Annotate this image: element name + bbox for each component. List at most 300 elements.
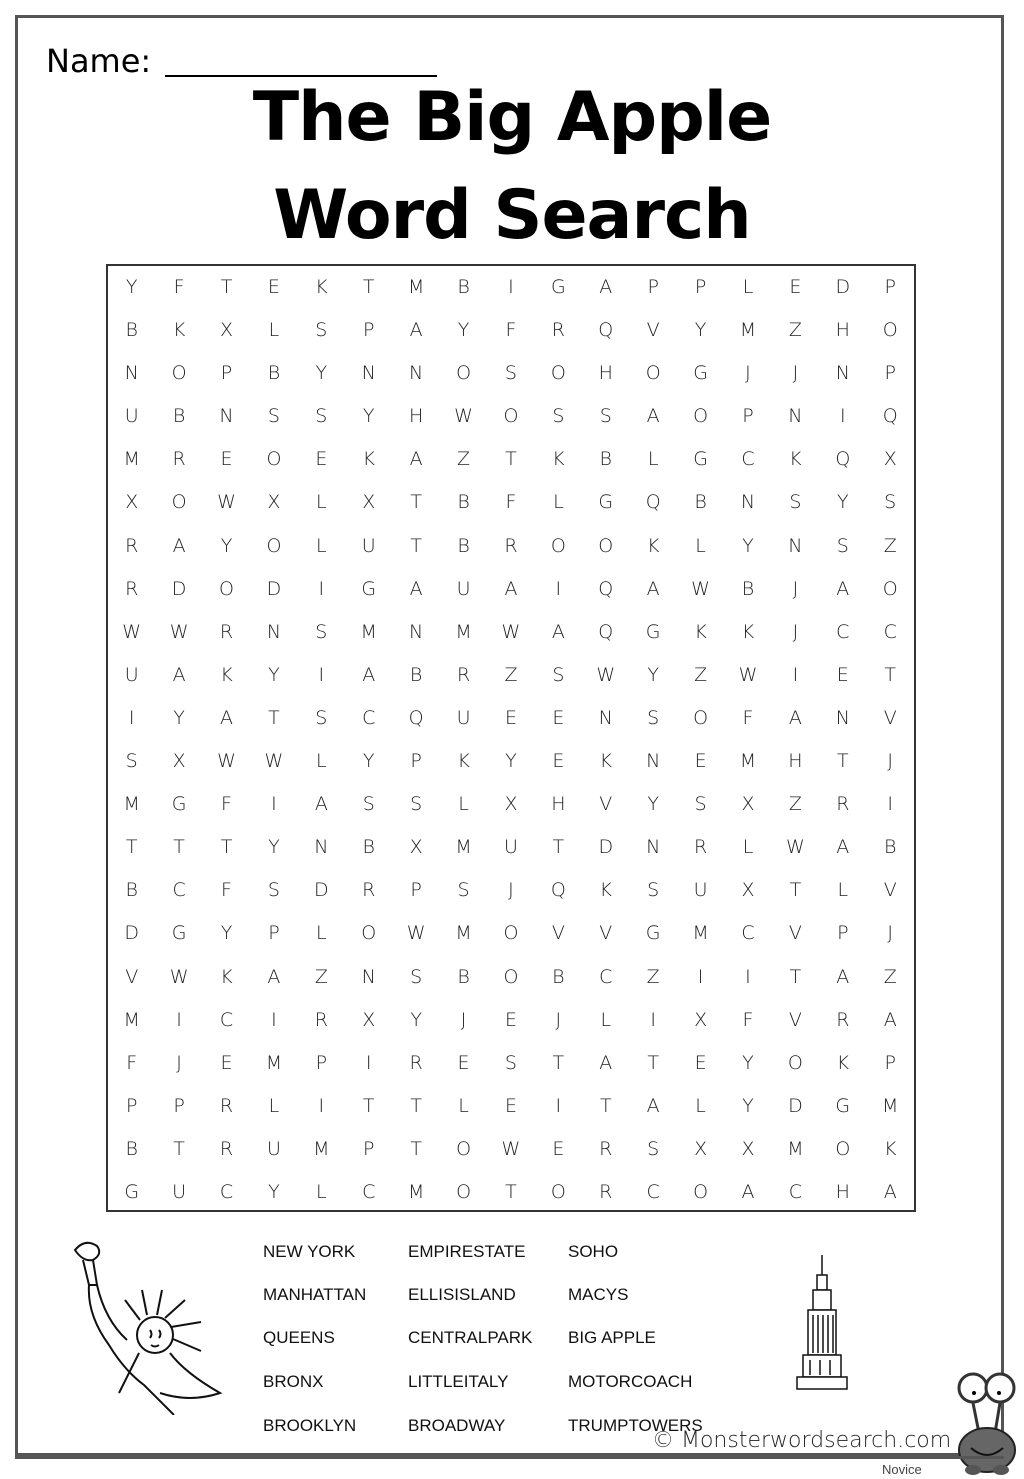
- grid-cell[interactable]: B: [125, 319, 138, 342]
- grid-cell[interactable]: X: [741, 1137, 755, 1160]
- grid-cell[interactable]: T: [552, 1051, 565, 1074]
- grid-cell[interactable]: Y: [505, 750, 517, 773]
- grid-cell[interactable]: R: [125, 534, 139, 557]
- grid-cell[interactable]: K: [694, 620, 707, 643]
- grid-cell[interactable]: Y: [220, 922, 233, 945]
- grid-cell[interactable]: Y: [220, 534, 233, 557]
- grid-cell[interactable]: Q: [598, 319, 614, 342]
- grid-cell[interactable]: L: [316, 750, 327, 773]
- grid-cell[interactable]: S: [884, 491, 897, 514]
- grid-cell[interactable]: K: [552, 448, 565, 471]
- grid-cell[interactable]: D: [171, 577, 187, 600]
- grid-cell[interactable]: E: [457, 1051, 470, 1074]
- grid-cell[interactable]: U: [456, 706, 471, 729]
- grid-cell[interactable]: R: [836, 793, 850, 816]
- grid-cell[interactable]: M: [455, 620, 472, 643]
- grid-cell[interactable]: I: [271, 1008, 277, 1031]
- grid-cell[interactable]: J: [887, 750, 893, 773]
- grid-cell[interactable]: Q: [835, 448, 851, 471]
- grid-cell[interactable]: L: [268, 319, 280, 342]
- grid-cell[interactable]: N: [788, 405, 803, 428]
- grid-cell[interactable]: V: [125, 965, 139, 988]
- grid-cell[interactable]: P: [884, 1051, 896, 1074]
- grid-cell[interactable]: K: [362, 448, 375, 471]
- grid-cell[interactable]: S: [599, 405, 612, 428]
- grid-cell[interactable]: W: [454, 405, 473, 428]
- grid-cell[interactable]: A: [836, 836, 850, 859]
- grid-cell[interactable]: S: [315, 405, 328, 428]
- grid-cell[interactable]: K: [836, 1051, 850, 1074]
- grid-cell[interactable]: R: [219, 620, 234, 643]
- grid-cell[interactable]: Y: [742, 1094, 754, 1117]
- grid-cell[interactable]: O: [598, 534, 614, 557]
- grid-cell[interactable]: L: [316, 922, 327, 945]
- grid-cell[interactable]: O: [787, 1051, 803, 1074]
- grid-cell[interactable]: M: [455, 922, 472, 945]
- grid-cell[interactable]: R: [456, 663, 471, 686]
- grid-cell[interactable]: R: [362, 879, 376, 902]
- grid-cell[interactable]: O: [550, 534, 566, 557]
- grid-cell[interactable]: T: [173, 1137, 185, 1160]
- grid-cell[interactable]: B: [409, 663, 423, 686]
- grid-cell[interactable]: R: [551, 319, 565, 342]
- grid-cell[interactable]: F: [742, 706, 754, 729]
- grid-cell[interactable]: M: [882, 1094, 899, 1117]
- grid-cell[interactable]: X: [741, 879, 755, 902]
- grid-cell[interactable]: T: [410, 534, 422, 557]
- grid-cell[interactable]: R: [125, 577, 139, 600]
- grid-cell[interactable]: L: [316, 1180, 327, 1203]
- grid-cell[interactable]: R: [409, 1051, 423, 1074]
- grid-cell[interactable]: X: [362, 1008, 376, 1031]
- grid-cell[interactable]: S: [125, 750, 138, 773]
- grid-cell[interactable]: K: [315, 276, 328, 298]
- grid-cell[interactable]: M: [123, 448, 140, 471]
- grid-cell[interactable]: G: [693, 448, 708, 471]
- grid-cell[interactable]: Q: [550, 879, 566, 902]
- grid-cell[interactable]: T: [789, 965, 802, 988]
- grid-cell[interactable]: O: [361, 922, 377, 945]
- grid-cell[interactable]: E: [552, 706, 565, 729]
- grid-cell[interactable]: V: [883, 706, 897, 729]
- grid-cell[interactable]: E: [504, 1008, 517, 1031]
- grid-cell[interactable]: J: [745, 362, 751, 385]
- grid-cell[interactable]: J: [555, 1008, 562, 1031]
- grid-cell[interactable]: T: [268, 706, 280, 729]
- grid-cell[interactable]: O: [456, 1180, 472, 1203]
- grid-cell[interactable]: H: [551, 793, 566, 816]
- grid-cell[interactable]: P: [884, 276, 896, 298]
- grid-cell[interactable]: Y: [315, 362, 328, 385]
- grid-cell[interactable]: B: [457, 276, 470, 298]
- grid-cell[interactable]: N: [124, 362, 139, 385]
- grid-cell[interactable]: O: [219, 577, 234, 600]
- grid-cell[interactable]: V: [788, 922, 802, 945]
- grid-cell[interactable]: O: [171, 362, 187, 385]
- grid-cell[interactable]: Y: [125, 276, 138, 298]
- grid-cell[interactable]: O: [882, 319, 898, 342]
- grid-cell[interactable]: A: [883, 1180, 897, 1203]
- grid-cell[interactable]: C: [219, 1180, 234, 1203]
- grid-cell[interactable]: O: [503, 922, 519, 945]
- grid-cell[interactable]: P: [268, 922, 280, 945]
- grid-cell[interactable]: E: [504, 1094, 517, 1117]
- grid-cell[interactable]: L: [742, 836, 754, 859]
- grid-cell[interactable]: B: [741, 577, 755, 600]
- grid-cell[interactable]: I: [745, 965, 751, 988]
- grid-cell[interactable]: N: [361, 965, 376, 988]
- grid-cell[interactable]: I: [839, 405, 846, 428]
- grid-cell[interactable]: S: [315, 706, 328, 729]
- grid-cell[interactable]: I: [697, 965, 704, 988]
- grid-cell[interactable]: W: [169, 965, 189, 988]
- grid-cell[interactable]: Z: [788, 793, 802, 816]
- grid-cell[interactable]: K: [172, 319, 186, 342]
- grid-cell[interactable]: T: [362, 1094, 375, 1117]
- grid-cell[interactable]: L: [316, 534, 327, 557]
- grid-cell[interactable]: D: [266, 577, 282, 600]
- grid-cell[interactable]: C: [741, 922, 755, 945]
- grid-cell[interactable]: S: [410, 793, 423, 816]
- grid-cell[interactable]: R: [504, 534, 518, 557]
- grid-cell[interactable]: X: [883, 448, 897, 471]
- grid-cell[interactable]: A: [314, 793, 328, 816]
- grid-cell[interactable]: A: [646, 405, 660, 428]
- grid-cell[interactable]: B: [457, 491, 470, 514]
- grid-cell[interactable]: E: [220, 448, 233, 471]
- grid-cell[interactable]: O: [550, 362, 566, 385]
- grid-cell[interactable]: P: [220, 362, 233, 385]
- grid-cell[interactable]: U: [693, 879, 708, 902]
- grid-cell[interactable]: U: [124, 405, 139, 428]
- grid-cell[interactable]: E: [220, 1051, 233, 1074]
- grid-cell[interactable]: J: [792, 577, 799, 600]
- grid-cell[interactable]: E: [836, 663, 849, 686]
- grid-cell[interactable]: W: [122, 620, 142, 643]
- grid-cell[interactable]: J: [887, 922, 893, 945]
- grid-cell[interactable]: S: [315, 620, 328, 643]
- grid-cell[interactable]: B: [172, 405, 186, 428]
- grid-cell[interactable]: Y: [836, 491, 849, 514]
- grid-cell[interactable]: W: [596, 663, 616, 686]
- grid-cell[interactable]: R: [219, 1094, 234, 1117]
- grid-cell[interactable]: T: [599, 1094, 612, 1117]
- grid-cell[interactable]: O: [456, 362, 472, 385]
- grid-cell[interactable]: Q: [882, 405, 898, 428]
- grid-cell[interactable]: E: [315, 448, 328, 471]
- grid-cell[interactable]: W: [217, 750, 236, 773]
- grid-cell[interactable]: B: [457, 965, 470, 988]
- grid-cell[interactable]: N: [314, 836, 329, 859]
- grid-cell[interactable]: N: [409, 620, 424, 643]
- grid-cell[interactable]: Y: [268, 663, 280, 686]
- grid-cell[interactable]: B: [125, 879, 138, 902]
- grid-cell[interactable]: S: [694, 793, 707, 816]
- grid-cell[interactable]: X: [220, 319, 234, 342]
- grid-cell[interactable]: A: [504, 577, 518, 600]
- grid-cell[interactable]: W: [217, 491, 236, 514]
- grid-cell[interactable]: T: [220, 276, 233, 298]
- grid-cell[interactable]: T: [552, 836, 565, 859]
- grid-cell[interactable]: Y: [362, 750, 375, 773]
- grid-cell[interactable]: H: [788, 750, 803, 773]
- grid-cell[interactable]: O: [456, 1137, 472, 1160]
- grid-cell[interactable]: J: [508, 879, 514, 902]
- grid-cell[interactable]: B: [599, 448, 612, 471]
- grid-cell[interactable]: U: [361, 534, 376, 557]
- grid-cell[interactable]: S: [504, 1051, 517, 1074]
- grid-cell[interactable]: I: [365, 1051, 372, 1074]
- grid-cell[interactable]: T: [789, 879, 802, 902]
- grid-cell[interactable]: G: [124, 1180, 140, 1203]
- grid-cell[interactable]: A: [409, 319, 423, 342]
- grid-cell[interactable]: Y: [173, 706, 185, 729]
- grid-cell[interactable]: R: [599, 1137, 613, 1160]
- grid-cell[interactable]: P: [410, 750, 422, 773]
- grid-cell[interactable]: X: [267, 491, 281, 514]
- grid-cell[interactable]: I: [555, 1094, 562, 1117]
- grid-cell[interactable]: W: [691, 577, 710, 600]
- grid-cell[interactable]: I: [176, 1008, 182, 1031]
- grid-cell[interactable]: A: [883, 1008, 897, 1031]
- grid-cell[interactable]: J: [460, 1008, 467, 1031]
- grid-cell[interactable]: V: [599, 922, 613, 945]
- grid-cell[interactable]: M: [123, 793, 140, 816]
- grid-cell[interactable]: F: [173, 276, 185, 298]
- grid-cell[interactable]: S: [315, 319, 328, 342]
- grid-cell[interactable]: P: [410, 879, 422, 902]
- grid-cell[interactable]: S: [647, 1137, 660, 1160]
- grid-cell[interactable]: H: [835, 1180, 850, 1203]
- grid-cell[interactable]: Y: [268, 1180, 280, 1203]
- grid-cell[interactable]: K: [220, 663, 233, 686]
- grid-cell[interactable]: I: [555, 577, 562, 600]
- grid-cell[interactable]: A: [788, 706, 802, 729]
- grid-cell[interactable]: S: [552, 405, 565, 428]
- grid-cell[interactable]: I: [508, 276, 514, 298]
- grid-cell[interactable]: M: [739, 319, 757, 342]
- grid-cell[interactable]: D: [314, 879, 329, 902]
- grid-cell[interactable]: K: [599, 750, 612, 773]
- grid-cell[interactable]: N: [266, 620, 282, 643]
- grid-cell[interactable]: O: [645, 362, 661, 385]
- grid-cell[interactable]: S: [647, 879, 660, 902]
- grid-cell[interactable]: R: [219, 1137, 234, 1160]
- grid-cell[interactable]: F: [742, 1008, 754, 1031]
- grid-cell[interactable]: L: [695, 1094, 706, 1117]
- grid-cell[interactable]: Y: [647, 793, 659, 816]
- grid-cell[interactable]: G: [171, 922, 187, 945]
- grid-cell[interactable]: M: [313, 1137, 330, 1160]
- grid-cell[interactable]: G: [693, 362, 708, 385]
- grid-cell[interactable]: S: [789, 491, 802, 514]
- grid-cell[interactable]: L: [647, 448, 659, 471]
- grid-cell[interactable]: Z: [883, 965, 897, 988]
- grid-cell[interactable]: C: [788, 1180, 803, 1203]
- grid-cell[interactable]: O: [693, 405, 709, 428]
- grid-cell[interactable]: X: [125, 491, 139, 514]
- grid-cell[interactable]: E: [694, 1051, 707, 1074]
- grid-cell[interactable]: S: [504, 362, 517, 385]
- grid-cell[interactable]: C: [172, 879, 186, 902]
- grid-cell[interactable]: X: [504, 793, 518, 816]
- grid-cell[interactable]: N: [361, 362, 376, 385]
- grid-cell[interactable]: D: [598, 836, 614, 859]
- grid-cell[interactable]: A: [741, 1180, 755, 1203]
- grid-cell[interactable]: P: [884, 362, 896, 385]
- grid-cell[interactable]: Q: [645, 491, 661, 514]
- grid-cell[interactable]: U: [456, 577, 471, 600]
- grid-cell[interactable]: D: [124, 922, 140, 945]
- grid-cell[interactable]: C: [836, 620, 850, 643]
- grid-cell[interactable]: Y: [410, 1008, 422, 1031]
- grid-cell[interactable]: A: [409, 577, 423, 600]
- grid-cell[interactable]: R: [172, 448, 186, 471]
- grid-cell[interactable]: T: [173, 836, 185, 859]
- grid-cell[interactable]: G: [550, 276, 566, 298]
- grid-cell[interactable]: W: [501, 1137, 521, 1160]
- grid-cell[interactable]: B: [457, 534, 470, 557]
- grid-cell[interactable]: J: [176, 1051, 182, 1074]
- grid-cell[interactable]: E: [267, 276, 280, 298]
- grid-cell[interactable]: E: [789, 276, 802, 298]
- grid-cell[interactable]: N: [409, 362, 424, 385]
- grid-cell[interactable]: U: [503, 836, 518, 859]
- grid-cell[interactable]: U: [266, 1137, 281, 1160]
- grid-cell[interactable]: Z: [883, 534, 897, 557]
- grid-cell[interactable]: M: [360, 620, 377, 643]
- grid-cell[interactable]: X: [409, 836, 423, 859]
- grid-cell[interactable]: P: [837, 922, 849, 945]
- grid-cell[interactable]: P: [647, 276, 659, 298]
- grid-cell[interactable]: G: [171, 793, 187, 816]
- grid-cell[interactable]: F: [221, 879, 232, 902]
- grid-cell[interactable]: V: [599, 793, 613, 816]
- grid-cell[interactable]: Y: [742, 1051, 754, 1074]
- grid-cell[interactable]: R: [693, 836, 708, 859]
- grid-cell[interactable]: N: [835, 706, 850, 729]
- grid-cell[interactable]: Y: [268, 836, 280, 859]
- grid-cell[interactable]: I: [318, 1094, 325, 1117]
- grid-cell[interactable]: L: [742, 276, 754, 298]
- grid-cell[interactable]: I: [128, 706, 135, 729]
- grid-cell[interactable]: K: [883, 1137, 897, 1160]
- grid-cell[interactable]: C: [362, 1180, 376, 1203]
- grid-cell[interactable]: A: [409, 448, 423, 471]
- grid-cell[interactable]: E: [694, 750, 707, 773]
- grid-cell[interactable]: Z: [457, 448, 471, 471]
- grid-cell[interactable]: S: [267, 405, 280, 428]
- grid-cell[interactable]: O: [693, 706, 709, 729]
- grid-cell[interactable]: N: [598, 706, 613, 729]
- grid-cell[interactable]: L: [553, 491, 564, 514]
- grid-cell[interactable]: O: [503, 965, 519, 988]
- grid-cell[interactable]: A: [646, 1094, 660, 1117]
- grid-cell[interactable]: K: [741, 620, 755, 643]
- grid-cell[interactable]: W: [169, 620, 189, 643]
- grid-cell[interactable]: D: [835, 276, 851, 298]
- grid-cell[interactable]: T: [362, 276, 375, 298]
- grid-cell[interactable]: O: [693, 1180, 709, 1203]
- grid-cell[interactable]: M: [265, 1051, 283, 1074]
- grid-cell[interactable]: X: [362, 491, 376, 514]
- grid-cell[interactable]: A: [172, 534, 186, 557]
- grid-cell[interactable]: A: [267, 965, 281, 988]
- grid-cell[interactable]: F: [221, 793, 232, 816]
- grid-cell[interactable]: W: [738, 663, 758, 686]
- grid-cell[interactable]: O: [266, 448, 282, 471]
- grid-cell[interactable]: T: [410, 1137, 422, 1160]
- grid-cell[interactable]: S: [552, 663, 565, 686]
- name-field-line[interactable]: [165, 75, 437, 77]
- grid-cell[interactable]: Z: [646, 965, 660, 988]
- grid-cell[interactable]: I: [318, 663, 325, 686]
- grid-cell[interactable]: O: [171, 491, 187, 514]
- grid-cell[interactable]: W: [501, 620, 521, 643]
- grid-cell[interactable]: E: [552, 1137, 565, 1160]
- grid-cell[interactable]: C: [883, 620, 897, 643]
- grid-cell[interactable]: L: [458, 793, 469, 816]
- grid-cell[interactable]: K: [599, 879, 612, 902]
- grid-cell[interactable]: P: [363, 1137, 375, 1160]
- grid-cell[interactable]: B: [883, 836, 897, 859]
- grid-cell[interactable]: M: [787, 1137, 804, 1160]
- grid-cell[interactable]: Y: [742, 534, 754, 557]
- grid-cell[interactable]: M: [692, 922, 709, 945]
- grid-cell[interactable]: P: [694, 276, 707, 298]
- grid-cell[interactable]: L: [600, 1008, 612, 1031]
- grid-cell[interactable]: M: [407, 276, 425, 298]
- grid-cell[interactable]: T: [505, 1180, 517, 1203]
- grid-cell[interactable]: V: [551, 922, 565, 945]
- grid-cell[interactable]: S: [647, 706, 660, 729]
- grid-cell[interactable]: C: [741, 448, 755, 471]
- grid-cell[interactable]: A: [836, 577, 850, 600]
- grid-cell[interactable]: O: [266, 534, 282, 557]
- grid-cell[interactable]: I: [650, 1008, 656, 1031]
- grid-cell[interactable]: C: [362, 706, 376, 729]
- grid-cell[interactable]: V: [788, 1008, 802, 1031]
- grid-cell[interactable]: A: [220, 706, 234, 729]
- grid-cell[interactable]: L: [458, 1094, 469, 1117]
- grid-cell[interactable]: O: [503, 405, 519, 428]
- grid-cell[interactable]: T: [647, 1051, 659, 1074]
- grid-cell[interactable]: T: [505, 448, 517, 471]
- grid-cell[interactable]: K: [789, 448, 802, 471]
- grid-cell[interactable]: L: [695, 534, 706, 557]
- grid-cell[interactable]: P: [363, 319, 375, 342]
- grid-cell[interactable]: J: [792, 620, 799, 643]
- grid-cell[interactable]: A: [599, 276, 613, 298]
- grid-cell[interactable]: X: [694, 1137, 708, 1160]
- grid-cell[interactable]: A: [599, 1051, 613, 1074]
- grid-cell[interactable]: M: [455, 836, 472, 859]
- grid-cell[interactable]: Q: [408, 706, 424, 729]
- grid-cell[interactable]: Z: [694, 663, 708, 686]
- grid-cell[interactable]: S: [362, 793, 375, 816]
- grid-cell[interactable]: Z: [314, 965, 328, 988]
- grid-cell[interactable]: J: [792, 362, 799, 385]
- grid-cell[interactable]: T: [125, 836, 138, 859]
- grid-cell[interactable]: A: [551, 620, 565, 643]
- grid-cell[interactable]: V: [646, 319, 660, 342]
- grid-cell[interactable]: S: [836, 534, 849, 557]
- grid-cell[interactable]: N: [646, 750, 661, 773]
- grid-cell[interactable]: O: [835, 1137, 851, 1160]
- grid-cell[interactable]: I: [792, 663, 799, 686]
- grid-cell[interactable]: G: [835, 1094, 851, 1117]
- grid-cell[interactable]: R: [836, 1008, 850, 1031]
